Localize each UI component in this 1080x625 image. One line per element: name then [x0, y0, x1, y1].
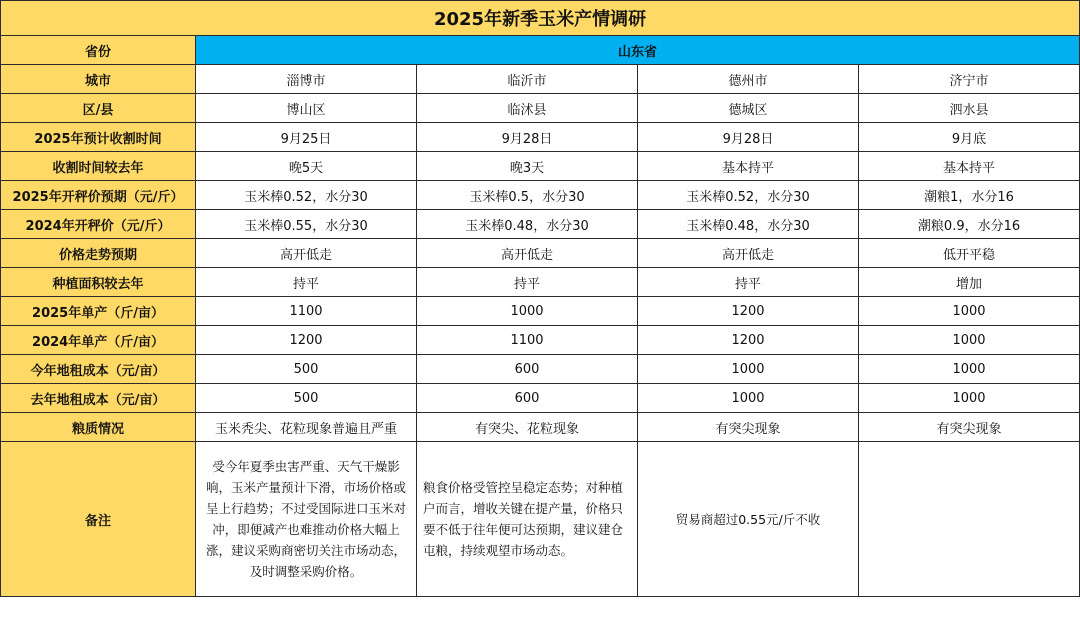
row-label: 2025年预计收割时间 — [1, 123, 196, 152]
table-cell: 500 — [196, 355, 417, 384]
table-cell: 1200 — [196, 326, 417, 355]
row-label: 区/县 — [1, 94, 196, 123]
province-value: 山东省 — [196, 36, 1080, 65]
table-row — [1, 65, 1080, 94]
table-cell: 高开低走 — [417, 239, 638, 268]
table-row — [1, 384, 1080, 413]
table-title: 2025年新季玉米产情调研 — [1, 1, 1080, 36]
row-label: 2024年开秤价（元/斤） — [1, 210, 196, 239]
row-label: 2025年单产（斤/亩） — [1, 297, 196, 326]
table-row — [1, 413, 1080, 442]
notes-cell — [859, 442, 1080, 597]
table-cell: 有突尖、花粒现象 — [417, 413, 638, 442]
row-label: 今年地租成本（元/亩） — [1, 355, 196, 384]
table-cell: 德州市 — [638, 65, 859, 94]
table-cell: 德城区 — [638, 94, 859, 123]
row-label: 价格走势预期 — [1, 239, 196, 268]
table-cell: 1200 — [638, 297, 859, 326]
table-cell: 1000 — [638, 384, 859, 413]
table-cell: 低开平稳 — [859, 239, 1080, 268]
table-cell: 泗水县 — [859, 94, 1080, 123]
table-row — [1, 123, 1080, 152]
table-cell: 500 — [196, 384, 417, 413]
row-label: 城市 — [1, 65, 196, 94]
table-cell: 淄博市 — [196, 65, 417, 94]
table-cell: 9月25日 — [196, 123, 417, 152]
row-label: 收割时间较去年 — [1, 152, 196, 181]
table-cell: 持平 — [638, 268, 859, 297]
table-row — [1, 152, 1080, 181]
table-row — [1, 181, 1080, 210]
notes-cell: 贸易商超过0.55元/斤不收 — [638, 442, 859, 597]
table-row — [1, 239, 1080, 268]
table-row — [1, 94, 1080, 123]
table-cell: 1100 — [196, 297, 417, 326]
table-cell: 600 — [417, 355, 638, 384]
table-cell: 潮粮0.9，水分16 — [859, 210, 1080, 239]
province-label: 省份 — [1, 36, 196, 65]
table-cell: 玉米棒0.48，水分30 — [638, 210, 859, 239]
table-cell: 基本持平 — [638, 152, 859, 181]
table-row — [1, 268, 1080, 297]
table-cell: 1000 — [859, 355, 1080, 384]
table-cell: 玉米秃尖、花粒现象普遍且严重 — [196, 413, 417, 442]
table-cell: 晚3天 — [417, 152, 638, 181]
notes-label: 备注 — [1, 442, 196, 597]
table-cell: 博山区 — [196, 94, 417, 123]
table-cell: 基本持平 — [859, 152, 1080, 181]
table-cell: 有突尖现象 — [859, 413, 1080, 442]
row-label: 2025年开秤价预期（元/斤） — [1, 181, 196, 210]
table-row — [1, 326, 1080, 355]
table-cell: 潮粮1，水分16 — [859, 181, 1080, 210]
table-cell: 1000 — [859, 384, 1080, 413]
table-cell: 9月28日 — [417, 123, 638, 152]
table-cell: 600 — [417, 384, 638, 413]
table-row — [1, 355, 1080, 384]
row-label: 种植面积较去年 — [1, 268, 196, 297]
table-row — [1, 297, 1080, 326]
row-label: 2024年单产（斤/亩） — [1, 326, 196, 355]
table-cell: 玉米棒0.55，水分30 — [196, 210, 417, 239]
table-cell: 晚5天 — [196, 152, 417, 181]
notes-cell: 受今年夏季虫害严重、天气干燥影响，玉米产量预计下滑，市场价格或呈上行趋势；不过受国际进口玉米对冲，即便减产也难推动价格大幅上涨，建议采购商密切关注市场动态，及时调整采购价格。 — [196, 442, 417, 597]
table-cell: 持平 — [196, 268, 417, 297]
table-cell: 高开低走 — [196, 239, 417, 268]
table-cell: 有突尖现象 — [638, 413, 859, 442]
table-cell: 玉米棒0.52，水分30 — [638, 181, 859, 210]
table-cell: 玉米棒0.48，水分30 — [417, 210, 638, 239]
row-label: 粮质情况 — [1, 413, 196, 442]
table-cell: 1100 — [417, 326, 638, 355]
table-cell: 临沭县 — [417, 94, 638, 123]
table-cell: 高开低走 — [638, 239, 859, 268]
table-cell: 1000 — [638, 355, 859, 384]
table-cell: 1000 — [859, 326, 1080, 355]
table-cell: 9月28日 — [638, 123, 859, 152]
row-label: 去年地租成本（元/亩） — [1, 384, 196, 413]
table-cell: 1000 — [859, 297, 1080, 326]
notes-row — [1, 442, 1080, 597]
table-cell: 持平 — [417, 268, 638, 297]
table-row — [1, 210, 1080, 239]
table-cell: 1200 — [638, 326, 859, 355]
table-cell: 玉米棒0.5，水分30 — [417, 181, 638, 210]
table-cell: 济宁市 — [859, 65, 1080, 94]
table-cell: 1000 — [417, 297, 638, 326]
table-cell: 玉米棒0.52，水分30 — [196, 181, 417, 210]
notes-cell: 粮食价格受管控呈稳定态势；对种植户而言，增收关键在提产量，价格只要不低于往年便可达预期，建议建仓屯粮，持续观望市场动态。 — [417, 442, 638, 597]
table-cell: 临沂市 — [417, 65, 638, 94]
table-cell: 增加 — [859, 268, 1080, 297]
table-cell: 9月底 — [859, 123, 1080, 152]
